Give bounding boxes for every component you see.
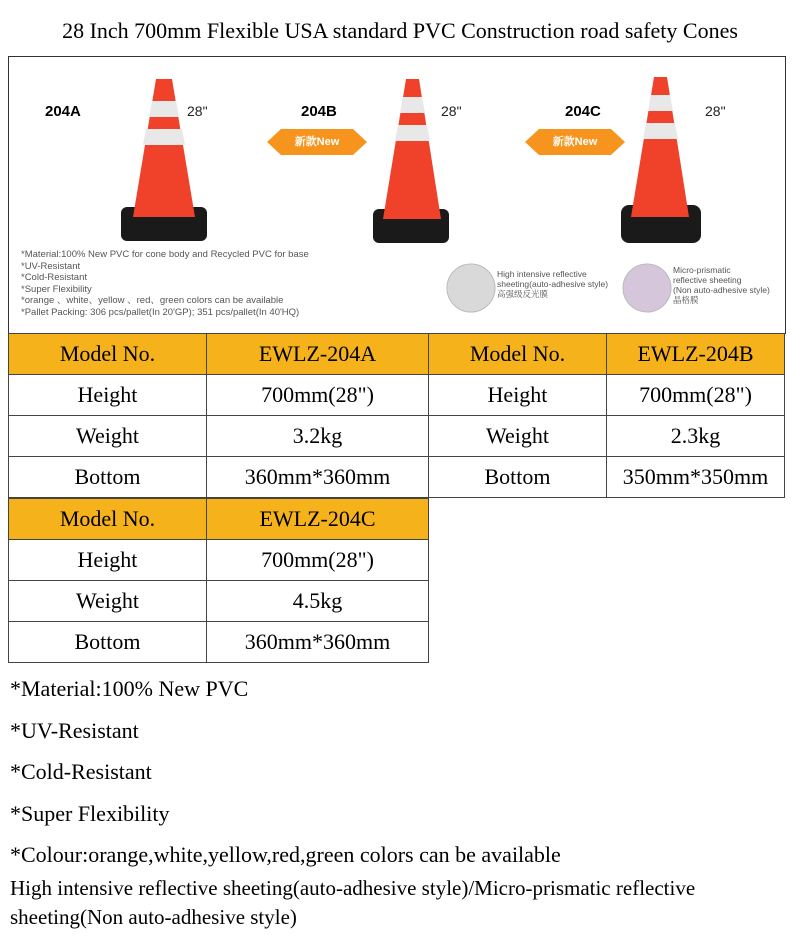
height-label-204c: 28" [705, 103, 726, 119]
image-note: *Material:100% New PVC for cone body and Recycled PVC for base [21, 249, 309, 260]
high-intensive-sheeting-sample [447, 264, 495, 312]
table-row [9, 622, 429, 663]
table-row [9, 581, 429, 622]
feature-item: *Material:100% New PVC [10, 676, 249, 701]
spec-table-204a [8, 333, 429, 498]
feature-list [10, 668, 561, 876]
table-header-row [9, 334, 429, 375]
model-label-204a: 204A [45, 103, 81, 120]
feature-item: *Colour:orange,white,yellow,red,green colors can be available [10, 842, 561, 867]
header-cell: EWLZ-204A [207, 334, 429, 375]
table-cell: 350mm*350mm [607, 457, 785, 498]
image-note: *Super Flexibility [21, 283, 92, 295]
table-cell: Height [9, 375, 207, 416]
table-row [9, 375, 429, 416]
image-note: *Cold-Resistant [21, 272, 87, 283]
model-label-204b: 204B [301, 103, 337, 120]
table-cell: 360mm*360mm [207, 622, 429, 663]
table-cell: Bottom [9, 622, 207, 663]
page-title: 28 Inch 700mm Flexible USA standard PVC Construction road safety Cones [62, 18, 738, 43]
image-notes [21, 249, 309, 318]
table-cell: 3.2kg [207, 416, 429, 457]
table-cell: 2.3kg [607, 416, 785, 457]
table-row [9, 457, 429, 498]
header-cell: EWLZ-204B [607, 334, 785, 375]
feature-item: *Super Flexibility [10, 800, 170, 826]
sheeting-footer: High intensive reflective sheeting(auto-adhesive style)/Micro-prismatic reflective sheeting(Non auto-adhesive style) [10, 876, 696, 929]
table-cell: 700mm(28") [207, 375, 429, 416]
height-label-204a: 28" [187, 103, 208, 119]
spec-table-204c [8, 498, 429, 663]
high-intensive-sheeting-label: High intensive reflective sheeting(auto-adhesive style) 高强级反光膜 [497, 269, 609, 299]
spec-table-204b [428, 333, 785, 498]
cone-204b [373, 79, 449, 243]
new-badge-204b: 新款New [294, 136, 340, 148]
image-note: *orange 、white、yellow 、red、green colors can be available [21, 295, 284, 306]
header-cell: Model No. [9, 334, 207, 375]
table-row [429, 416, 785, 457]
table-cell: Weight [9, 581, 207, 622]
table-cell: Height [9, 540, 207, 581]
feature-item: *UV-Resistant [10, 717, 139, 743]
table-row [429, 375, 785, 416]
table-row [429, 457, 785, 498]
table-header-row [9, 499, 429, 540]
header-cell: Model No. [9, 499, 207, 540]
table-cell: 700mm(28") [207, 540, 429, 581]
model-label-204c: 204C [565, 103, 601, 120]
table-row [9, 416, 429, 457]
header-cell: Model No. [429, 334, 607, 375]
table-cell: 700mm(28") [607, 375, 785, 416]
table-cell: Height [429, 375, 607, 416]
table-cell: Bottom [9, 457, 207, 498]
image-note: *UV-Resistant [21, 260, 81, 272]
table-cell: Weight [9, 416, 207, 457]
image-note: *Pallet Packing: 306 pcs/pallet(In 20'GP); 351 pcs/pallet(In 40'HQ) [21, 306, 300, 318]
height-label-204b: 28" [441, 103, 462, 119]
table-cell: 4.5kg [207, 581, 429, 622]
micro-prismatic-sheeting-sample [623, 264, 671, 312]
table-cell: Weight [429, 416, 607, 457]
table-header-row [429, 334, 785, 375]
table-cell: Bottom [429, 457, 607, 498]
micro-prismatic-sheeting-label: Micro-prismatic reflective sheeting (Non auto-adhesive style) 晶格膜 [673, 265, 770, 305]
feature-item: *Cold-Resistant [10, 759, 152, 784]
cone-204c [621, 77, 701, 243]
product-image [8, 56, 786, 334]
table-row [9, 540, 429, 581]
header-cell: EWLZ-204C [207, 499, 429, 540]
table-cell: 360mm*360mm [207, 457, 429, 498]
new-badge-204c: 新款New [552, 136, 598, 148]
